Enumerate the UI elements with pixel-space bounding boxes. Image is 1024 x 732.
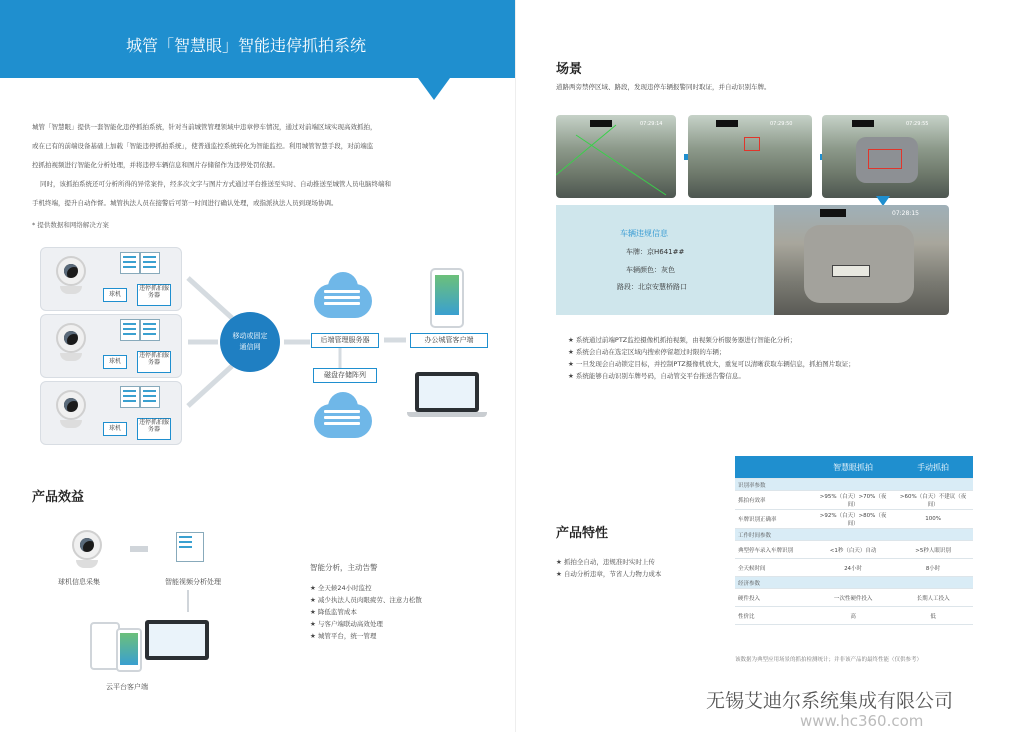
server-icon [140,319,160,341]
violation-info-panel [556,205,776,315]
capture-server-label: 违停抓拍服务器 [137,284,171,306]
cloud-storage-icon [314,404,372,438]
photo-timestamp: 07:28:15 [892,210,919,217]
camera-label: 球机 [103,355,127,369]
server-icon [120,252,140,274]
scene-title: 场景 [556,62,583,77]
scene-subtitle: 道路两旁禁停区域、路段，发现违停车辆报警同时取证，并自动识别车牌。 [556,83,771,91]
flow-connector [187,590,189,612]
table-section-row: 经济参数 [735,577,973,589]
server-icon [140,252,160,274]
photo-timestamp: 07:29:14 [640,121,663,127]
backend-server-label: 后端管理服务器 [311,333,379,348]
table-section-row: 工作时间参数 [735,529,973,541]
intro-line-3: 控抓拍视频进行智能化分析处理，并将违停车辆信息和图片存储留作为违停处罚依据。 [32,161,279,169]
scene-bullets [568,334,855,382]
camera-icon [56,323,86,353]
info-value: 京H641## [647,248,685,256]
storage-array-label: 磁盘存储阵列 [313,368,377,383]
comparison-table [735,456,973,625]
page-divider [515,0,516,732]
camera-icon [72,530,102,560]
analysis-bullet: ★ 城管平台，统一管理 [310,632,377,640]
network-node [220,312,280,372]
scene-bullet: ★ 系统能够自动识别车牌号码，自动管交平台推送告警信息。 [568,372,745,380]
info-value: 灰色 [661,266,675,274]
scene-photo-2 [688,115,812,198]
network-label-2: 通信网 [239,343,261,351]
cloud-server-icon [314,284,372,318]
info-row-plate [626,247,756,257]
intro-line-5: 手机终端，提升自动作督。城管执法人员在接警后可第一时间进行确认处理，或指派执法人员到现场协调。 [32,199,338,207]
server-icon [120,386,140,408]
camera-label: 球机 [103,422,127,436]
intro-line-2: 或在已有的前端设备基础上加载「智能违停抓拍系统」，使普通监控系统转化为智能监控。利用城管智慧手段，对前端监 [32,142,374,150]
flow-step-client: 云平台客户端 [106,683,148,691]
features-bullets [556,556,661,580]
table-header-row [735,456,973,479]
flow-step-analyze: 智能视频分析处理 [165,578,221,586]
phone-icon [116,628,142,672]
solution-note: * 提供数据和网络解决方案 [32,221,109,229]
scene-photo-zoomed [774,205,949,315]
camera-icon [56,256,86,286]
phone-icon [430,268,464,328]
photo-timestamp: 07:29:55 [906,121,929,127]
info-label: 车辆颜色： [626,266,661,274]
camera-icon [56,390,86,420]
intro-line-4: 同时，该抓拍系统还可分析所得的异常案件，经多次文字与图片方式通过平台推送至实时、自动推送至城管人员电脑终端和 [40,180,391,188]
analysis-bullet: ★ 与客户端联动高效处理 [310,620,383,628]
table-section-row: 识别率参数 [735,479,973,491]
intro-line-1: 城管「智慧眼」提供一套智能化违停抓拍系统，针对当前城管管理领域中违章停车情况，通过对前端区域实现高效抓拍， [32,123,377,131]
analysis-bullets [310,582,422,642]
table-row: 性价比 高 低 [735,607,973,625]
capture-server-label: 违停抓拍服务器 [137,351,171,373]
company-watermark: 无锡艾迪尔系统集成有限公司 [706,690,954,712]
table-row: 硬件投入 一次性硬件投入 长期人工投入 [735,589,973,607]
feature-bullet: ★ 自动分析违章，节省人力物力成本 [556,570,662,578]
table-row: 车牌识别正确率 >92%（白天）>80%（夜间） 100% [735,510,973,529]
site-watermark: www.hc360.com [800,712,924,730]
info-value: 北京安慧桥路口 [638,283,687,291]
camera-label: 球机 [103,288,127,302]
page-title: 城管「智慧眼」智能违停抓拍系统 [126,36,367,55]
analysis-bullet: ★ 减少执法人员肉眼疲劳、注意力松散 [310,596,422,604]
table-footnote: 该数据为典型应用场景的抓拍检测统计；并非该产品的最终性能（仅供参考） [735,657,923,663]
analysis-title: 智能分析，主动告警 [310,563,378,572]
diagram-connectors [180,240,420,440]
camera-base [76,560,98,568]
flow-arrow-icon [130,546,148,552]
info-label: 车牌： [626,248,647,256]
scene-bullet: ★ 系统会自动在选定区域内搜索停留超过时限的车辆； [568,348,726,356]
laptop-icon [415,372,479,412]
laptop-icon [145,620,209,660]
analysis-bullet: ★ 全天候24小时监控 [310,584,372,592]
table-row: 抓拍有效率 >95%（白天）>70%（夜间） >60%（白天）不建议（夜间） [735,491,973,510]
table-row: 典型停车录入车牌识别 <1秒（白天）自动 >5秒人眼识别 [735,541,973,559]
flow-step-collect: 球机信息采集 [58,578,100,586]
scene-bullet: ★ 系统通过前端PTZ监控摄像机抓拍视频，由视频分析服务器进行智能化分析； [568,336,797,344]
server-icon [140,386,160,408]
server-icon [176,532,204,562]
banner-arrow [418,78,450,100]
table-row: 全天候时间 24小时 8小时 [735,559,973,577]
info-row-road [617,282,687,292]
photo-timestamp: 07:29:50 [770,121,793,127]
info-row-color [626,265,675,275]
feature-bullet: ★ 抓拍全自动，违规准时实时上传 [556,558,655,566]
info-label: 路段： [617,283,638,291]
column-header: 智慧眼抓拍 [813,456,893,479]
server-icon [120,319,140,341]
capture-server-label: 违停抓拍服务器 [137,418,171,440]
analysis-bullet: ★ 降低监管成本 [310,608,357,616]
client-label: 办公城管客户端 [410,333,488,348]
scene-bullet: ★ 一旦发现会自动锁定目标，并控制PTZ摄像机放大，重复可以清晰获取车辆信息，抓拍图片取证； [568,360,855,368]
column-header: 手动抓拍 [893,456,973,479]
violation-info-title: 车辆违规信息 [620,229,668,238]
scene-photo-3 [822,115,949,198]
network-label-1: 移动或固定 [232,332,268,340]
benefits-title: 产品效益 [32,490,85,505]
features-title: 产品特性 [556,526,609,541]
scene-photo-1 [556,115,676,198]
